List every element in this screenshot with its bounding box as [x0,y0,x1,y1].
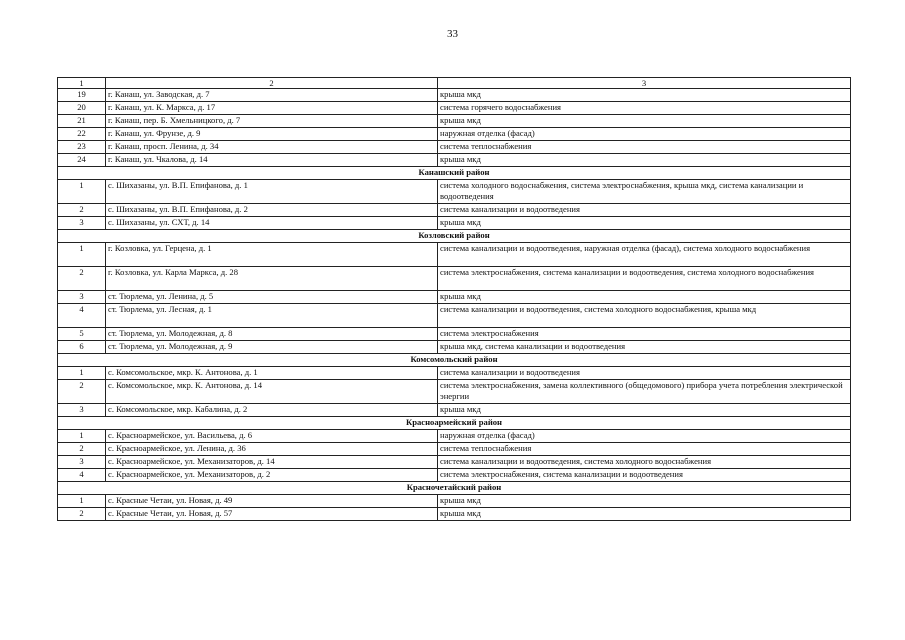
district-name: Канашский район [58,167,851,180]
row-number: 1 [58,495,106,508]
row-number: 2 [58,204,106,217]
row-number: 3 [58,291,106,304]
works-cell: система канализации и водоотведения [438,204,851,217]
row-number: 1 [58,243,106,267]
table-row [58,443,851,456]
address-cell: г. Канаш, просп. Ленина, д. 34 [106,141,438,154]
table-row [58,267,851,291]
table-row [58,154,851,167]
table-row [58,304,851,328]
table-row [58,128,851,141]
works-cell: система электроснабжения, система канализации и водоотведения, система холодного водоснабжения [438,267,851,291]
table-row [58,380,851,404]
address-cell: с. Красные Четаи, ул. Новая, д. 49 [106,495,438,508]
address-cell: г. Козловка, ул. Герцена, д. 1 [106,243,438,267]
address-cell: г. Канаш, ул. К. Маркса, д. 17 [106,102,438,115]
district-section-row [58,167,851,180]
column-number-2: 2 [106,78,438,89]
district-section-row [58,482,851,495]
row-number: 6 [58,341,106,354]
works-cell: наружная отделка (фасад) [438,128,851,141]
works-cell: система теплоснабжения [438,141,851,154]
address-cell: ст. Тюрлема, ул. Молодежная, д. 8 [106,328,438,341]
works-cell: крыша мкд [438,154,851,167]
works-cell: система электроснабжения, замена коллективного (общедомового) прибора учета потребления электрической энергии [438,380,851,404]
works-cell: система канализации и водоотведения, система холодного водоснабжения [438,456,851,469]
address-cell: с. Красные Четаи, ул. Новая, д. 57 [106,508,438,521]
works-cell: крыша мкд [438,115,851,128]
works-cell: система холодного водоснабжения, система электроснабжения, крыша мкд, система канализации и водоотведения [438,180,851,204]
address-cell: ст. Тюрлема, ул. Ленина, д. 5 [106,291,438,304]
district-section-row [58,417,851,430]
row-number: 24 [58,154,106,167]
works-cell: система электроснабжения, система канализации и водоотведения [438,469,851,482]
row-number: 2 [58,508,106,521]
row-number: 21 [58,115,106,128]
row-number: 22 [58,128,106,141]
address-cell: с. Красноармейское, ул. Васильева, д. 6 [106,430,438,443]
works-cell: крыша мкд [438,495,851,508]
table-row [58,89,851,102]
row-number: 2 [58,380,106,404]
address-cell: с. Красноармейское, ул. Ленина, д. 36 [106,443,438,456]
works-cell: система теплоснабжения [438,443,851,456]
address-cell: г. Канаш, пер. Б. Хмельницкого, д. 7 [106,115,438,128]
row-number: 2 [58,267,106,291]
column-number-row [58,78,851,89]
row-number: 1 [58,430,106,443]
table-row [58,243,851,267]
address-cell: с. Комсомольское, мкр. Кабалина, д. 2 [106,404,438,417]
address-cell: г. Канаш, ул. Заводская, д. 7 [106,89,438,102]
table-row [58,430,851,443]
works-cell: крыша мкд [438,404,851,417]
row-number: 3 [58,456,106,469]
address-cell: с. Шихазаны, ул. В.П. Епифанова, д. 1 [106,180,438,204]
row-number: 5 [58,328,106,341]
address-cell: с. Шихазаны, ул. СХТ, д. 14 [106,217,438,230]
table-row [58,367,851,380]
column-number-3: 3 [438,78,851,89]
table-row [58,508,851,521]
row-number: 23 [58,141,106,154]
page-number: 33 [447,28,458,40]
row-number: 4 [58,304,106,328]
works-cell: крыша мкд [438,217,851,230]
row-number: 20 [58,102,106,115]
district-name: Козловский район [58,230,851,243]
address-cell: г. Козловка, ул. Карла Маркса, д. 28 [106,267,438,291]
district-name: Красноармейский район [58,417,851,430]
row-number: 3 [58,217,106,230]
table-row [58,341,851,354]
address-cell: с. Комсомольское, мкр. К. Антонова, д. 1 [106,367,438,380]
works-cell: крыша мкд [438,291,851,304]
row-number: 1 [58,180,106,204]
address-cell: с. Шихазаны, ул. В.П. Епифанова, д. 2 [106,204,438,217]
table-body [58,89,851,521]
works-cell: система канализации и водоотведения, система холодного водоснабжения, крыша мкд [438,304,851,328]
table-row [58,217,851,230]
table-row [58,291,851,304]
address-cell: г. Канаш, ул. Фрунзе, д. 9 [106,128,438,141]
table-row [58,204,851,217]
row-number: 2 [58,443,106,456]
table-row [58,141,851,154]
works-cell: система канализации и водоотведения, наружная отделка (фасад), система холодного водоснабжения [438,243,851,267]
table-header [58,78,851,89]
address-cell: ст. Тюрлема, ул. Лесная, д. 1 [106,304,438,328]
table-row [58,404,851,417]
table-row [58,469,851,482]
row-number: 4 [58,469,106,482]
district-name: Красночетайский район [58,482,851,495]
works-cell: крыша мкд [438,508,851,521]
row-number: 3 [58,404,106,417]
district-name: Комсомольский район [58,354,851,367]
works-cell: крыша мкд, система канализации и водоотведения [438,341,851,354]
address-cell: г. Канаш, ул. Чкалова, д. 14 [106,154,438,167]
table-row [58,180,851,204]
works-cell: крыша мкд [438,89,851,102]
column-number-1: 1 [58,78,106,89]
address-cell: ст. Тюрлема, ул. Молодежная, д. 9 [106,341,438,354]
works-cell: система горячего водоснабжения [438,102,851,115]
works-cell: система электроснабжения [438,328,851,341]
table-row [58,115,851,128]
table-row [58,328,851,341]
works-cell: система канализации и водоотведения [438,367,851,380]
district-section-row [58,354,851,367]
row-number: 1 [58,367,106,380]
works-cell: наружная отделка (фасад) [438,430,851,443]
table-row [58,495,851,508]
district-section-row [58,230,851,243]
table-row [58,102,851,115]
address-cell: с. Комсомольское, мкр. К. Антонова, д. 14 [106,380,438,404]
table-row [58,456,851,469]
address-cell: с. Красноармейское, ул. Механизаторов, д. 2 [106,469,438,482]
registry-table [57,77,851,521]
row-number: 19 [58,89,106,102]
address-cell: с. Красноармейское, ул. Механизаторов, д. 14 [106,456,438,469]
